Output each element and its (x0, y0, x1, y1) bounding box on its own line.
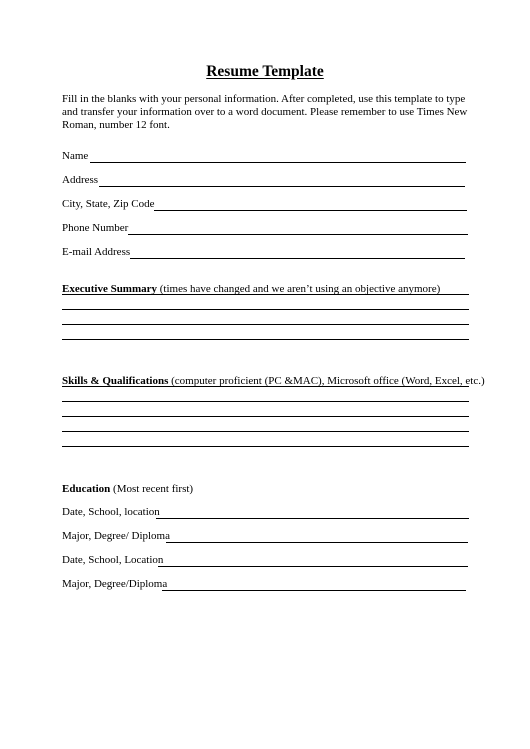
page-title: Resume Template (206, 63, 324, 80)
executive-summary-title: Executive Summary (62, 283, 158, 295)
skills-line[interactable] (62, 446, 469, 447)
executive-summary-line[interactable] (62, 294, 469, 295)
name-blank[interactable] (90, 162, 466, 163)
education-note: (Most recent first) (110, 483, 194, 495)
email-field[interactable] (62, 246, 465, 260)
name-field[interactable] (62, 150, 466, 164)
education-heading (62, 483, 193, 495)
major-degree-field[interactable] (62, 578, 466, 592)
name-label: Name (62, 150, 89, 162)
skills-line[interactable] (62, 386, 469, 387)
city-label: City, State, Zip Code (62, 198, 155, 210)
major-degree-label: Major, Degree/ Diploma (62, 530, 170, 542)
executive-summary-line[interactable] (62, 309, 469, 310)
address-label: Address (62, 174, 99, 186)
email-label: E-mail Address (62, 246, 131, 258)
phone-field[interactable] (62, 222, 468, 236)
skills-line[interactable] (62, 416, 469, 417)
date-school-location-field[interactable] (62, 554, 468, 568)
skills-note: (computer proficient (PC &MAC), Microsoft office (Word, Excel, etc.) (168, 375, 485, 387)
major-degree-blank[interactable] (162, 590, 466, 591)
address-field[interactable] (62, 174, 465, 188)
executive-summary-line[interactable] (62, 339, 469, 340)
city-blank[interactable] (154, 210, 467, 211)
major-degree-blank[interactable] (166, 542, 468, 543)
executive-summary-note: (times have changed and we aren’t using an objective anymore) (157, 283, 441, 295)
date-school-location-blank[interactable] (156, 518, 469, 519)
major-degree-field[interactable] (62, 530, 468, 544)
date-school-location-field[interactable] (62, 506, 469, 520)
phone-blank[interactable] (128, 234, 468, 235)
skills-line[interactable] (62, 431, 469, 432)
intro-text: Fill in the blanks with your personal information. After completed, use this template to type and transfer your information over to a word document. Please remember to use Times New Roman, number 12 font. (62, 93, 468, 132)
education-title: Education (62, 483, 111, 495)
date-school-location-label: Date, School, location (62, 506, 160, 518)
executive-summary-line[interactable] (62, 324, 469, 325)
city-field[interactable] (62, 198, 467, 212)
skills-line[interactable] (62, 401, 469, 402)
date-school-location-label: Date, School, Location (62, 554, 164, 566)
email-blank[interactable] (130, 258, 465, 259)
address-blank[interactable] (99, 186, 465, 187)
skills-title: Skills & Qualifications (62, 375, 169, 387)
major-degree-label: Major, Degree/Diploma (62, 578, 168, 590)
phone-label: Phone Number (62, 222, 129, 234)
date-school-location-blank[interactable] (158, 566, 468, 567)
